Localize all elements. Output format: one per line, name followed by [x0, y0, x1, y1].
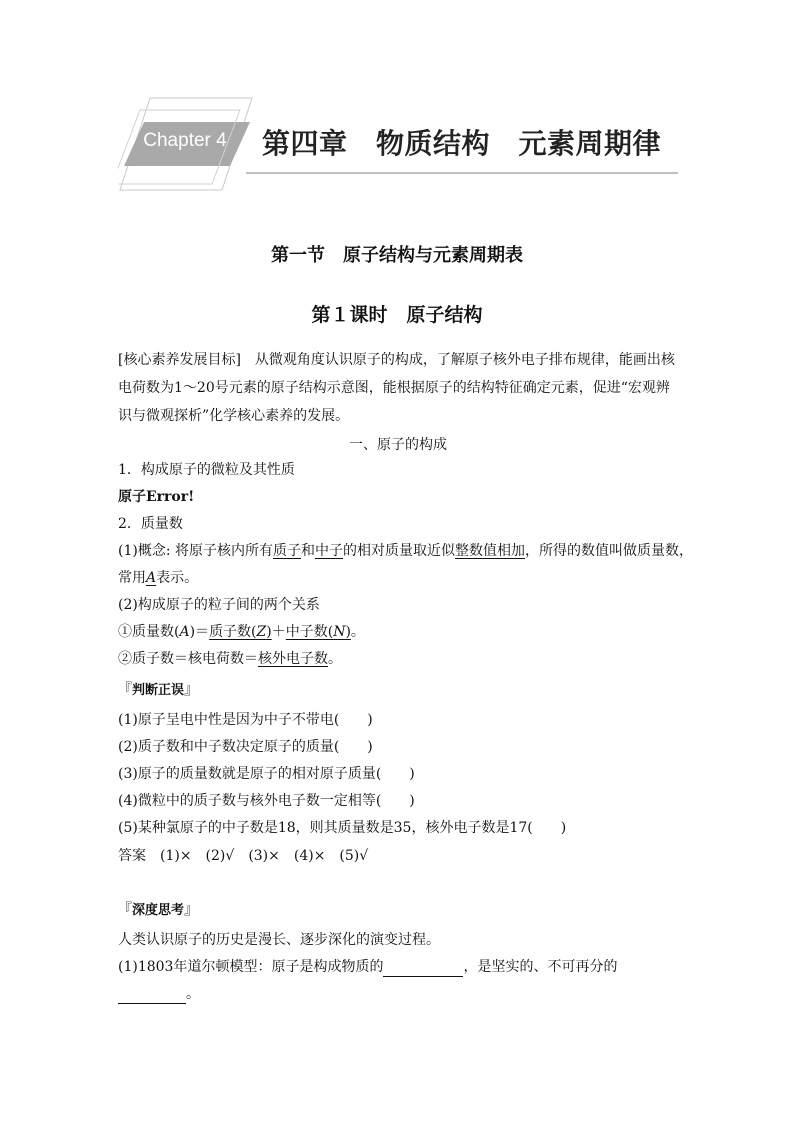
core-goals-tag: [核心素养发展目标]	[118, 352, 241, 368]
answer-proton: 质子	[273, 543, 301, 559]
section-title: 第一节 原子结构与元素周期表	[271, 245, 523, 266]
rel1-symbol-N: N	[333, 624, 346, 640]
answer-integer-add: 整数值相加	[455, 543, 525, 559]
think-badge-label: 深度思考	[132, 903, 185, 918]
answer-neutron: 中子	[315, 543, 343, 559]
rel1-prefix: ①质量数(	[118, 624, 180, 640]
relations-title: (2)构成原子的粒子间的两个关系	[118, 597, 320, 613]
chapter-label: Chapter 4	[143, 130, 227, 151]
lesson-title: 第１课时 原子结构	[311, 304, 483, 326]
think-q1-line1	[118, 957, 617, 977]
item1-line: 原子Error!	[118, 489, 195, 505]
rel1-proton: 质子数(	[209, 624, 257, 640]
rel1-symbol-Z: Z	[256, 624, 267, 640]
core-goals-text: 从微观角度认识原子的构成，了解原子核外电子排布规律，能画出核电荷数为1～20号元素的原子结构示意图，能根据原子的结构特征确定元素，促进“宏观辨识与微观探析”化学核心素养的发展。	[118, 352, 675, 424]
fill-blank[interactable]	[383, 958, 463, 977]
rel1-close2: )	[345, 624, 351, 640]
rel1-plus: ＋	[271, 624, 286, 640]
answer-symbol-A: A	[146, 570, 157, 586]
part1-heading: 一、原子的构成	[349, 437, 447, 453]
judge-item: (2)质子数和中子数决定原子的质量( )	[118, 739, 373, 755]
think-intro: 人类认识原子的历史是漫长、逐步深化的演变过程。	[118, 932, 440, 948]
core-goals-paragraph	[118, 346, 678, 430]
rel1-eq: )＝	[189, 624, 210, 640]
relation-1	[118, 622, 365, 642]
think-q1-prefix: (1)1803年道尔顿模型：原子是构成物质的	[118, 959, 384, 975]
judge-item: (4)微粒中的质子数与核外电子数一定相等( )	[118, 793, 415, 809]
answer-electrons: 核外电子数	[258, 651, 328, 667]
rel2-end: 。	[328, 651, 342, 667]
concept-suffix: ，所得的数值叫做质量数，	[525, 543, 693, 559]
judge-item: (1)原子呈电中性是因为中子不带电( )	[118, 712, 373, 728]
rel1-end: 。	[350, 624, 365, 640]
concept-mid: 的相对质量取近似	[343, 543, 455, 559]
judge-badge: 『判断正误』	[117, 680, 200, 698]
rel1-close1: )	[266, 624, 272, 640]
think-badge: 『深度思考』	[117, 900, 200, 918]
rel1-neutron: 中子数(	[285, 624, 334, 640]
think-q1-line2	[118, 984, 200, 1004]
judge-item: (5)某种氯原子的中子数是18，则其质量数是35，核外电子数是17( )	[118, 820, 567, 836]
mass-number-concept	[118, 541, 693, 561]
symbol-prefix: 常用	[118, 570, 146, 586]
rel2-prefix: ②质子数＝核电荷数＝	[118, 651, 258, 667]
chapter-banner	[118, 96, 678, 192]
concept-prefix: (1)概念: 将原子核内所有	[118, 543, 273, 559]
chapter-title: 第四章 物质结构 元素周期律	[262, 127, 662, 160]
symbol-suffix: 表示。	[156, 570, 199, 586]
relation-2	[118, 649, 342, 669]
rel1-symbol-A: A	[179, 624, 190, 640]
think-q1-end: 。	[186, 986, 200, 1002]
item2-title: 2．质量数	[118, 516, 183, 532]
judge-badge-label: 判断正误	[132, 683, 185, 698]
think-q1-mid: ，是坚实的、不可再分的	[463, 959, 618, 975]
fill-blank[interactable]	[118, 985, 186, 1004]
judge-item: (3)原子的质量数就是原子的相对原子质量( )	[118, 766, 415, 782]
item1-title: 1．构成原子的微粒及其性质	[118, 462, 295, 478]
judge-answer: 答案 (1)× (2)√ (3)× (4)× (5)√	[118, 848, 369, 864]
concept-and: 和	[301, 543, 315, 559]
mass-number-symbol-line	[118, 568, 198, 588]
